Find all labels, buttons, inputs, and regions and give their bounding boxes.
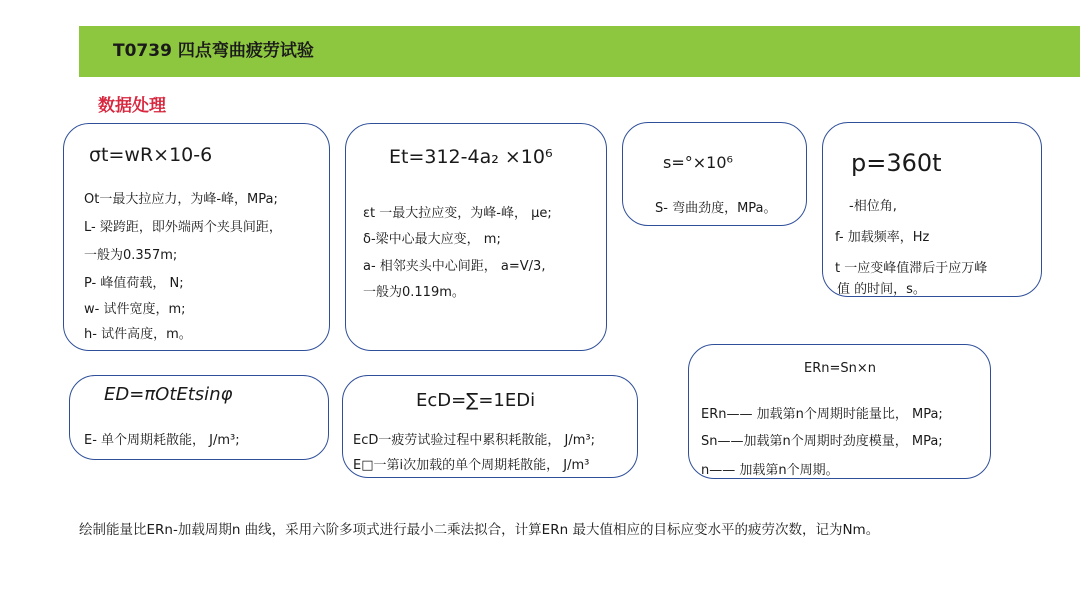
footer-note: 绘制能量比ERn-加载周期n 曲线，采用六阶多项式进行最小二乘法拟合，计算ERn 最大值相应的目标应变水平的疲劳次数，记为Nm。 (79, 522, 880, 538)
definition-line: L- 梁跨距，即外端两个夹具间距， (84, 220, 282, 235)
definition-line: 一般为0.357m; (84, 248, 178, 263)
definition-line: -相位角, (849, 199, 897, 214)
definition-line: Sn——加载第n个周期时劲度模量， MPa; (701, 434, 943, 449)
definition-line: 值 的时间，s。 (837, 282, 926, 297)
definition-line: f- 加载频率，Hz (835, 230, 930, 245)
definition-line: t 一应变峰值滞后于应万峰 (835, 261, 988, 276)
formula-box-dissipated-energy (69, 375, 329, 460)
formula-tensile-strain: Et=312-4a₂ ×10⁶ (389, 146, 553, 168)
definition-line: n—— 加载第n个周期。 (701, 463, 839, 478)
definition-line: E□一第i次加载的单个周期耗散能， J/m³ (353, 458, 590, 473)
definition-line: E- 单个周期耗散能， J/m³; (84, 433, 240, 448)
formula-flexural-stiffness: s=°×10⁶ (663, 153, 733, 172)
formula-energy-ratio: ERn=Sn×n (804, 361, 877, 376)
formula-tensile-stress: σt=wR×10-6 (89, 144, 213, 166)
definition-line: Ot一最大拉应力，为峰-峰，MPa; (84, 192, 278, 207)
formula-dissipated-energy: ED=πOtEtsinφ (104, 384, 233, 405)
page-title: T0739 四点弯曲疲劳试验 (113, 41, 314, 61)
definition-line: P- 峰值荷载， N; (84, 276, 184, 291)
formula-box-tensile-stress (63, 123, 330, 351)
definition-line: a- 相邻夹头中心间距， a=V/3, (363, 259, 546, 274)
formula-cumulative-energy: EcD=∑=1EDi (416, 390, 536, 411)
header-bar (79, 26, 1080, 77)
formula-box-cumulative-energy (342, 375, 638, 478)
definition-line: εt 一最大拉应变，为峰-峰， μe; (363, 206, 552, 221)
definition-line: 一般为0.119m。 (363, 285, 465, 300)
definition-line: ERn—— 加载第n个周期时能量比， MPa; (701, 407, 943, 422)
definition-line: EcD一疲劳试验过程中累积耗散能， J/m³; (353, 433, 595, 448)
section-title: 数据处理 (98, 96, 166, 116)
formula-box-phase-angle (822, 122, 1042, 297)
definition-line: h- 试件高度，m。 (84, 327, 192, 342)
definition-line: δ-梁中心最大应变， m; (363, 232, 501, 247)
formula-phase-angle: p=360t (851, 149, 942, 177)
formula-box-flexural-stiffness (622, 122, 807, 226)
formula-box-tensile-strain (345, 123, 607, 351)
definition-line: S- 弯曲劲度，MPa。 (655, 201, 777, 216)
formula-box-energy-ratio (688, 344, 991, 479)
definition-line: w- 试件宽度，m; (84, 302, 186, 317)
